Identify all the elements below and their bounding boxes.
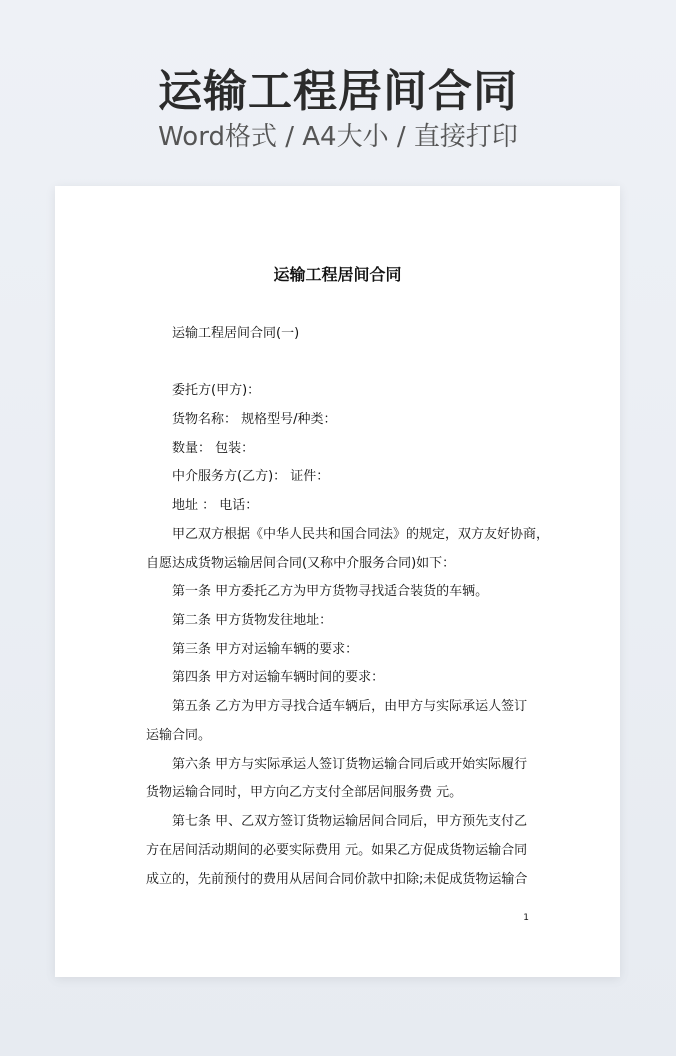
document-line: 甲乙双方根据《中华人民共和国合同法》的规定，双方友好协商，: [172, 527, 550, 542]
document-title: 运输工程居间合同: [273, 265, 402, 284]
document-line: 第四条 甲方对运输车辆时间的要求：: [172, 670, 385, 685]
document-line: 第二条 甲方货物发往地址：: [172, 613, 333, 628]
document-line: 委托方(甲方)：: [172, 383, 261, 398]
document-line: 自愿达成货物运输居间合同(又称中介服务合同)如下：: [146, 556, 456, 571]
document-line: 第六条 甲方与实际承运人签订货物运输合同后或开始实际履行: [172, 757, 528, 772]
page-number: 1: [523, 913, 529, 923]
document-line: 货物名称： 规格型号/种类：: [172, 412, 337, 427]
document-line: 货物运输合同时，甲方向乙方支付全部居间服务费 元。: [146, 785, 463, 800]
document-page: [55, 186, 620, 977]
document-line: 中介服务方(乙方)： 证件：: [172, 469, 330, 484]
banner-title: 运输工程居间合同: [158, 66, 518, 117]
document-line: 地址 ： 电话：: [172, 498, 259, 513]
document-line: 成立的，先前预付的费用从居间合同价款中扣除;未促成货物运输合: [146, 872, 528, 887]
document-line: 数量： 包装：: [172, 441, 255, 456]
document-line: 第一条 甲方委托乙方为甲方货物寻找适合装货的车辆。: [172, 584, 489, 599]
document-line: 方在居间活动期间的必要实际费用 元。如果乙方促成货物运输合同: [146, 843, 528, 858]
document-line: 第三条 甲方对运输车辆的要求：: [172, 642, 359, 657]
document-line: 运输合同。: [146, 728, 212, 743]
document-line: 第七条 甲、乙双方签订货物运输居间合同后，甲方预先支付乙: [172, 814, 528, 829]
banner-subtitle: Word格式 / A4大小 / 直接打印: [158, 122, 518, 152]
document-line: 第五条 乙方为甲方寻找合适车辆后，由甲方与实际承运人签订: [172, 699, 528, 714]
document-line: 运输工程居间合同(一): [172, 326, 300, 341]
